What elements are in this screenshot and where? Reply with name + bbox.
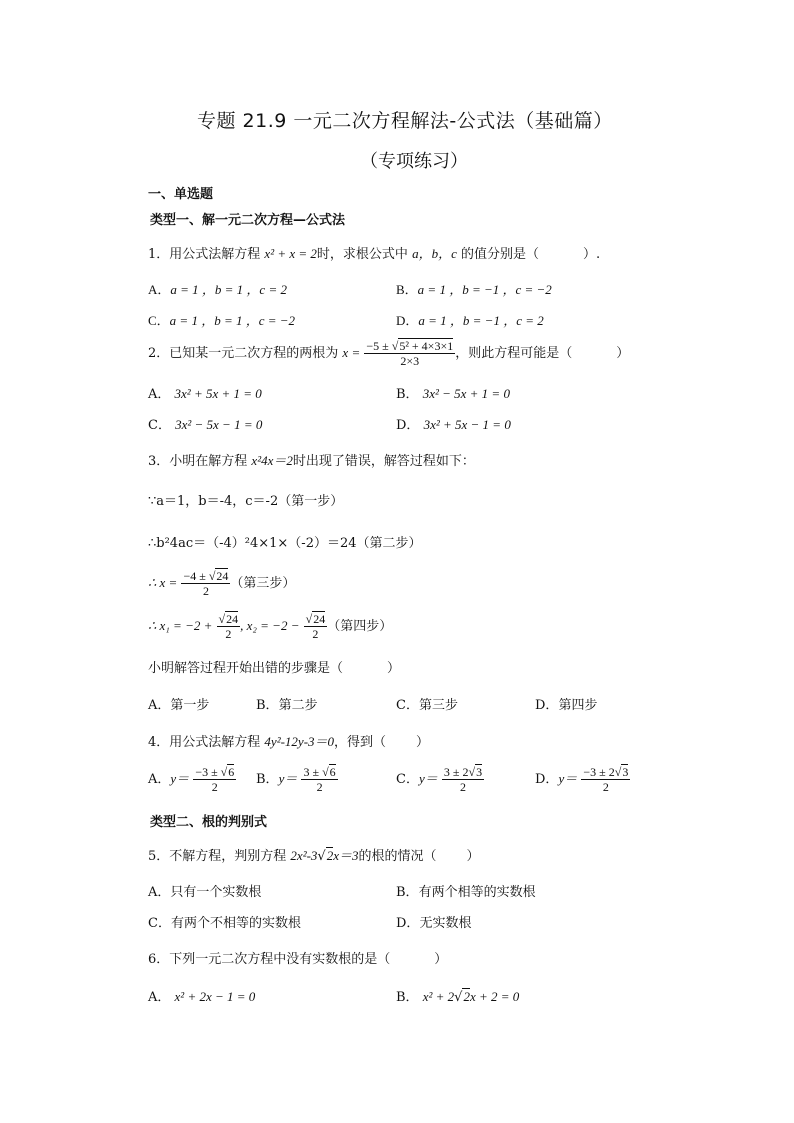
q1-vars: a，b，c — [412, 246, 457, 261]
q5-option-a[interactable]: A．只有一个实数根 — [148, 885, 262, 900]
q2-option-a[interactable]: A． 3x² + 5x + 1 = 0 — [148, 386, 262, 402]
q3-equation: x²4x＝2 — [251, 453, 293, 468]
q3-option-a[interactable]: A．第一步 — [148, 698, 210, 713]
q1-end: ）. — [583, 247, 601, 262]
q1-option-d[interactable]: D．a = 1 ，b = −1 ，c = 2 — [396, 313, 544, 328]
q6-option-b[interactable]: B． x² + 2√2x + 2 = 0 — [396, 989, 520, 1005]
q1-option-a[interactable]: A．a = 1 ，b = 1 ，c = 2 — [148, 282, 287, 297]
q1-option-c[interactable]: C．a = 1 ，b = 1 ，c = −2 — [148, 313, 296, 328]
type-heading-2: 类型二、根的判别式 — [150, 815, 268, 830]
question-1 — [148, 245, 600, 264]
page-title: 专题 21.9 一元二次方程解法-公式法（基础篇） — [197, 110, 613, 132]
q3-option-b[interactable]: B．第二步 — [256, 698, 318, 713]
q4-equation: 4y²-12y-3＝0 — [264, 734, 335, 749]
page-subtitle: （专项练习） — [360, 151, 468, 172]
section-heading: 一、单选题 — [148, 187, 214, 202]
q4-option-d[interactable]: D．y＝ $\frac{-3 \pm 2√3}{2}$ — [535, 765, 629, 794]
q1-equation: x² + x = 2 — [264, 246, 317, 261]
q5-option-c[interactable]: C．有两个不相等的实数根 — [148, 916, 301, 931]
q1-option-b[interactable]: B．a = 1 ，b = −1 ，c = −2 — [396, 282, 552, 297]
q3-step3-fraction: $\frac{-4 \pm √24}{2}$ — [183, 569, 229, 598]
q3-step-4: ∴ x₁ = −2 + $\frac{√24}{2}$ , x₂ = −2 − $\frac{√24}{2}$ （第四步） — [148, 612, 393, 641]
q5-option-b[interactable]: B．有两个相等的实数根 — [396, 885, 536, 900]
q3-option-d[interactable]: D．第四步 — [535, 698, 598, 713]
q4-option-c[interactable]: C．y＝ $\frac{3 \pm 2√3}{2}$ — [396, 765, 483, 794]
q2-lhs: x = — [342, 345, 361, 360]
type-heading-1: 类型一、解一元二次方程—公式法 — [150, 213, 346, 228]
q3-step4-fraction-1: $\frac{√24}{2}$ — [218, 612, 239, 641]
question-3: 3．小明在解方程 x²4x＝2时出现了错误，解答过程如下： — [148, 453, 475, 469]
q1-suffix: 的值分别是（ — [460, 247, 539, 262]
q5-option-d[interactable]: D．无实数根 — [396, 916, 472, 931]
q2-option-c[interactable]: C． 3x² − 5x − 1 = 0 — [148, 417, 263, 433]
q4-option-b[interactable]: B．y＝ $\frac{3 \pm √6}{2}$ — [256, 765, 336, 794]
q2-option-d[interactable]: D． 3x² + 5x − 1 = 0 — [396, 417, 511, 433]
q2-fraction: $\frac{\text{−5 ± √5² + 4×3×1}}{2\times 3}$ — [366, 339, 454, 368]
q3-step-1: ∵a＝1，b＝-4，c＝-2（第一步） — [148, 494, 344, 509]
question-4: 4．用公式法解方程 4y²-12y-3＝0，得到（ ） — [148, 734, 430, 750]
q4-option-a[interactable]: A．y＝ $\frac{-3 \pm √6}{2}$ — [148, 765, 235, 794]
q3-question: 小明解答过程开始出错的步骤是（ ） — [148, 661, 401, 676]
q2-option-b[interactable]: B． 3x² − 5x + 1 = 0 — [396, 386, 510, 402]
q3-step-3: ∴ x = $\frac{-4 \pm √24}{2}$ （第三步） — [148, 569, 296, 598]
question-2: 2．已知某一元二次方程的两根为 x = $\frac{\text{−5 ± √5² + 4×3×1}}{2\times 3}$ ，则此方程可能是（ ） — [148, 339, 630, 368]
q1-prefix: 1．用公式法解方程 — [148, 247, 261, 262]
q6-option-a[interactable]: A． x² + 2x − 1 = 0 — [148, 989, 256, 1005]
q3-step-2: ∴b²4ac＝（-4）²4×1×（-2）＝24（第二步） — [148, 536, 422, 551]
question-5: 5．不解方程，判别方程 2x²-3√2x＝3的根的情况（ ） — [148, 848, 480, 864]
q3-option-c[interactable]: C．第三步 — [396, 698, 458, 713]
q3-step4-fraction-2: $\frac{√24}{2}$ — [305, 612, 326, 641]
q1-mid: 时，求根公式中 — [316, 247, 408, 262]
question-6: 6．下列一元二次方程中没有实数根的是（ ） — [148, 952, 448, 967]
